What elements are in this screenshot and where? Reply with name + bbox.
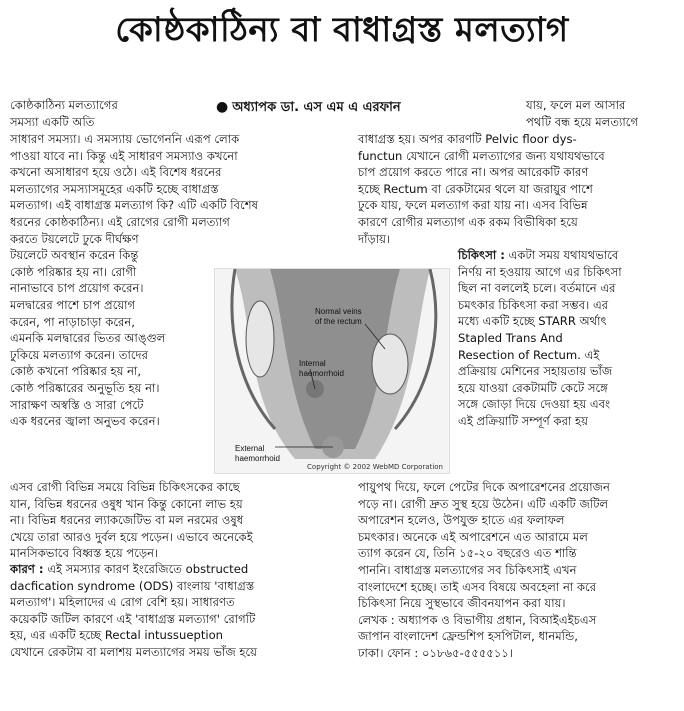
bullet-icon: ● bbox=[216, 99, 229, 115]
right-treatment bbox=[458, 247, 680, 430]
left-body-2: এসব রোগী বিভিন্ন সময়ে বিভিন্ন চিকিৎসকের কাছে যান, বিভিন্ন ধরনের ওষুধ খান কিন্তু কোনো লাভ হয় না। বিভিন্ন ধরনের ল্যাকজেটিভ বা মল নরমের ওষুধ খেয়ে তারা আরও দুর্বল হয়ে পড়েন। এভাবে অনেকেই মানসিকভাবে বিধ্বস্ত হয়ে পড়েন। bbox=[10, 480, 253, 561]
label-internal-haemorrhoid: Internal haemorrhoid bbox=[299, 359, 344, 378]
label-external-haemorrhoid: External haemorrhoid bbox=[235, 444, 280, 463]
right-body-2: পায়ুপথ দিয়ে, ফলে পেটের দিকে অপারেশনের প্রয়োজন পড়ে না। রোগী দ্রুত সুস্থ হয়ে উঠেন। এটি একটি জটিল অপারেশন হলেও, উপযুক্ত হাতে এর ফলাফল চমৎকার। অনেকে এই অপারেশনে এত আরামে মল ত্যাগ করেন যে, তিনি ১৫-২০ বছরেও এত শান্তি পাননি। বাধাগ্রস্ত মলত্যাগের সব চিকিৎসাই এখন বাংলাদেশে হচ্ছে। তাই এসব বিষয়ে অবহেলা না করে চিকিৎসা নিয়ে সুস্থভাবে জীবনযাপন করা যায়। লেখক : অধ্যাপক ও বিভাগীয় প্রধান, বিআইএইচএস জাপান বাংলাদেশ ফ্রেন্ডশিপ হসপিটাল, ধানমন্ডি, ঢাকা। ফোন : ০১৮৬৫-৫৫৫৫১১। bbox=[358, 480, 610, 660]
byline bbox=[216, 98, 401, 119]
right-body-1: বাধাগ্রস্ত হয়। অপর কারণটি Pelvic floor dys- functun যেখানে রোগী মলত্যাগের জন্য যথাযথভাবে চাপ প্রয়োগ করতে পারে না। অপর আরেকটি কারণ হচ্ছে Rectum বা রেকটামের থলে যা জরায়ুর পাশে ঢুকে যায়, ফলে মলত্যাগ করা যায় না। এসব বিভিন্ন কারণে রোগীর মলত্যাগ এক রকম বিভীষিকা হয়ে দাঁড়ায়। bbox=[358, 132, 605, 246]
label-normal-veins: Normal veins of the rectum bbox=[315, 307, 362, 326]
cause-label: কারণ : bbox=[10, 562, 44, 576]
cause-text: এই সমস্যার কারণ ইংরেজিতে obstructed dacfication syndrome (ODS) বাংলায় 'বাধাগ্রস্ত মলত্যাগ'। মহিলাদের এ রোগ বেশি হয়। সাধারণত কয়েকটি জটিল কারণে এই 'বাধাগ্রস্ত মলত্যাগ' রোগটি হয়, এর একটি হচ্ছে Rectal intussueption যেখানে রেকটাম বা মলাশয় মলত্যাগের সময় ভাঁজ হয়ে bbox=[10, 562, 257, 659]
author-name: অধ্যাপক ডা. এস এম এ এরফান bbox=[232, 100, 401, 115]
headline: কোষ্ঠকাঠিন্য বা বাধাগ্রস্ত মলত্যাগ bbox=[115, 10, 569, 50]
figure-credit: Copyright © 2002 WebMD Corporation bbox=[307, 463, 443, 471]
treatment-label: চিকিৎসা : bbox=[458, 248, 505, 262]
treatment-text: একটা সময় যথাযথভাবে নির্ণয় না হওয়ায় আগে এর চিকিৎসা ছিল না বললেই চলে। বর্তমানে এর চমৎকার চিকিৎসা করা সম্ভব। এর মধ্যে একটি হচ্ছে STARR অর্থাৎ Stapled Trans And Resection of Rectum. এই প্রক্রিয়ায় মেশিনের সহায়তায় ভাঁজ হয়ে যাওয়া রেকটামটি কেটে সঙ্গে সঙ্গে জোড়া দিয়ে দেওয়া হয় এবং এই প্রক্রিয়াটি সম্পূর্ণ করা হয় bbox=[458, 248, 622, 428]
left-intro: কোষ্ঠকাঠিন্য মলত্যাগের সমস্যা একটি অতি bbox=[10, 98, 118, 129]
rectum-illustration bbox=[214, 268, 450, 474]
right-intro: যায়, ফলে মল আসার পথটি বন্ধ হয়ে মলত্যাগে bbox=[526, 98, 639, 129]
left-cause bbox=[10, 561, 350, 661]
left-body-1: সাধারণ সমস্যা। এ সমস্যায় ভোগেননি এরূপ লোক পাওয়া যাবে না। কিন্তু এই সাধারণ সমস্যাও কখনো কখনো অসাধারণ হয়ে ওঠে। এই বিশেষ ধরনের মলত্যাগের সমস্যাসমূহের একটি হচ্ছে বাধাগ্রস্ত মলত্যাগ। এই বাধাগ্রস্ত মলত্যাগ কি? এটি একটি বিশেষ ধরনের কোষ্ঠকাঠিন্য। এই রোগের রোগী মলত্যাগ করতে টয়লেটে ঢুকে দীর্ঘক্ষণ টয়লেটে অবস্থান করেন কিন্তু কোষ্ঠ পরিষ্কার হয় না। রোগী নানাভাবে চাপ প্রয়োগ করেন। মলদ্বারের পাশে চাপ প্রয়োগ করেন, পা নাড়াচাড়া করেন, এমনকি মলদ্বারের ভিতর আঙ্গুল ঢুকিয়ে মলত্যাগ করেন। তাদের কোষ্ঠ কখনো পরিষ্কার হয় না, কোষ্ঠ পরিষ্কারের অনুভূতি হয় না। সারাক্ষণ অস্বস্তি ও সারা পেটে এক ধরনের জ্বালা অনুভব করেন। bbox=[10, 132, 258, 429]
